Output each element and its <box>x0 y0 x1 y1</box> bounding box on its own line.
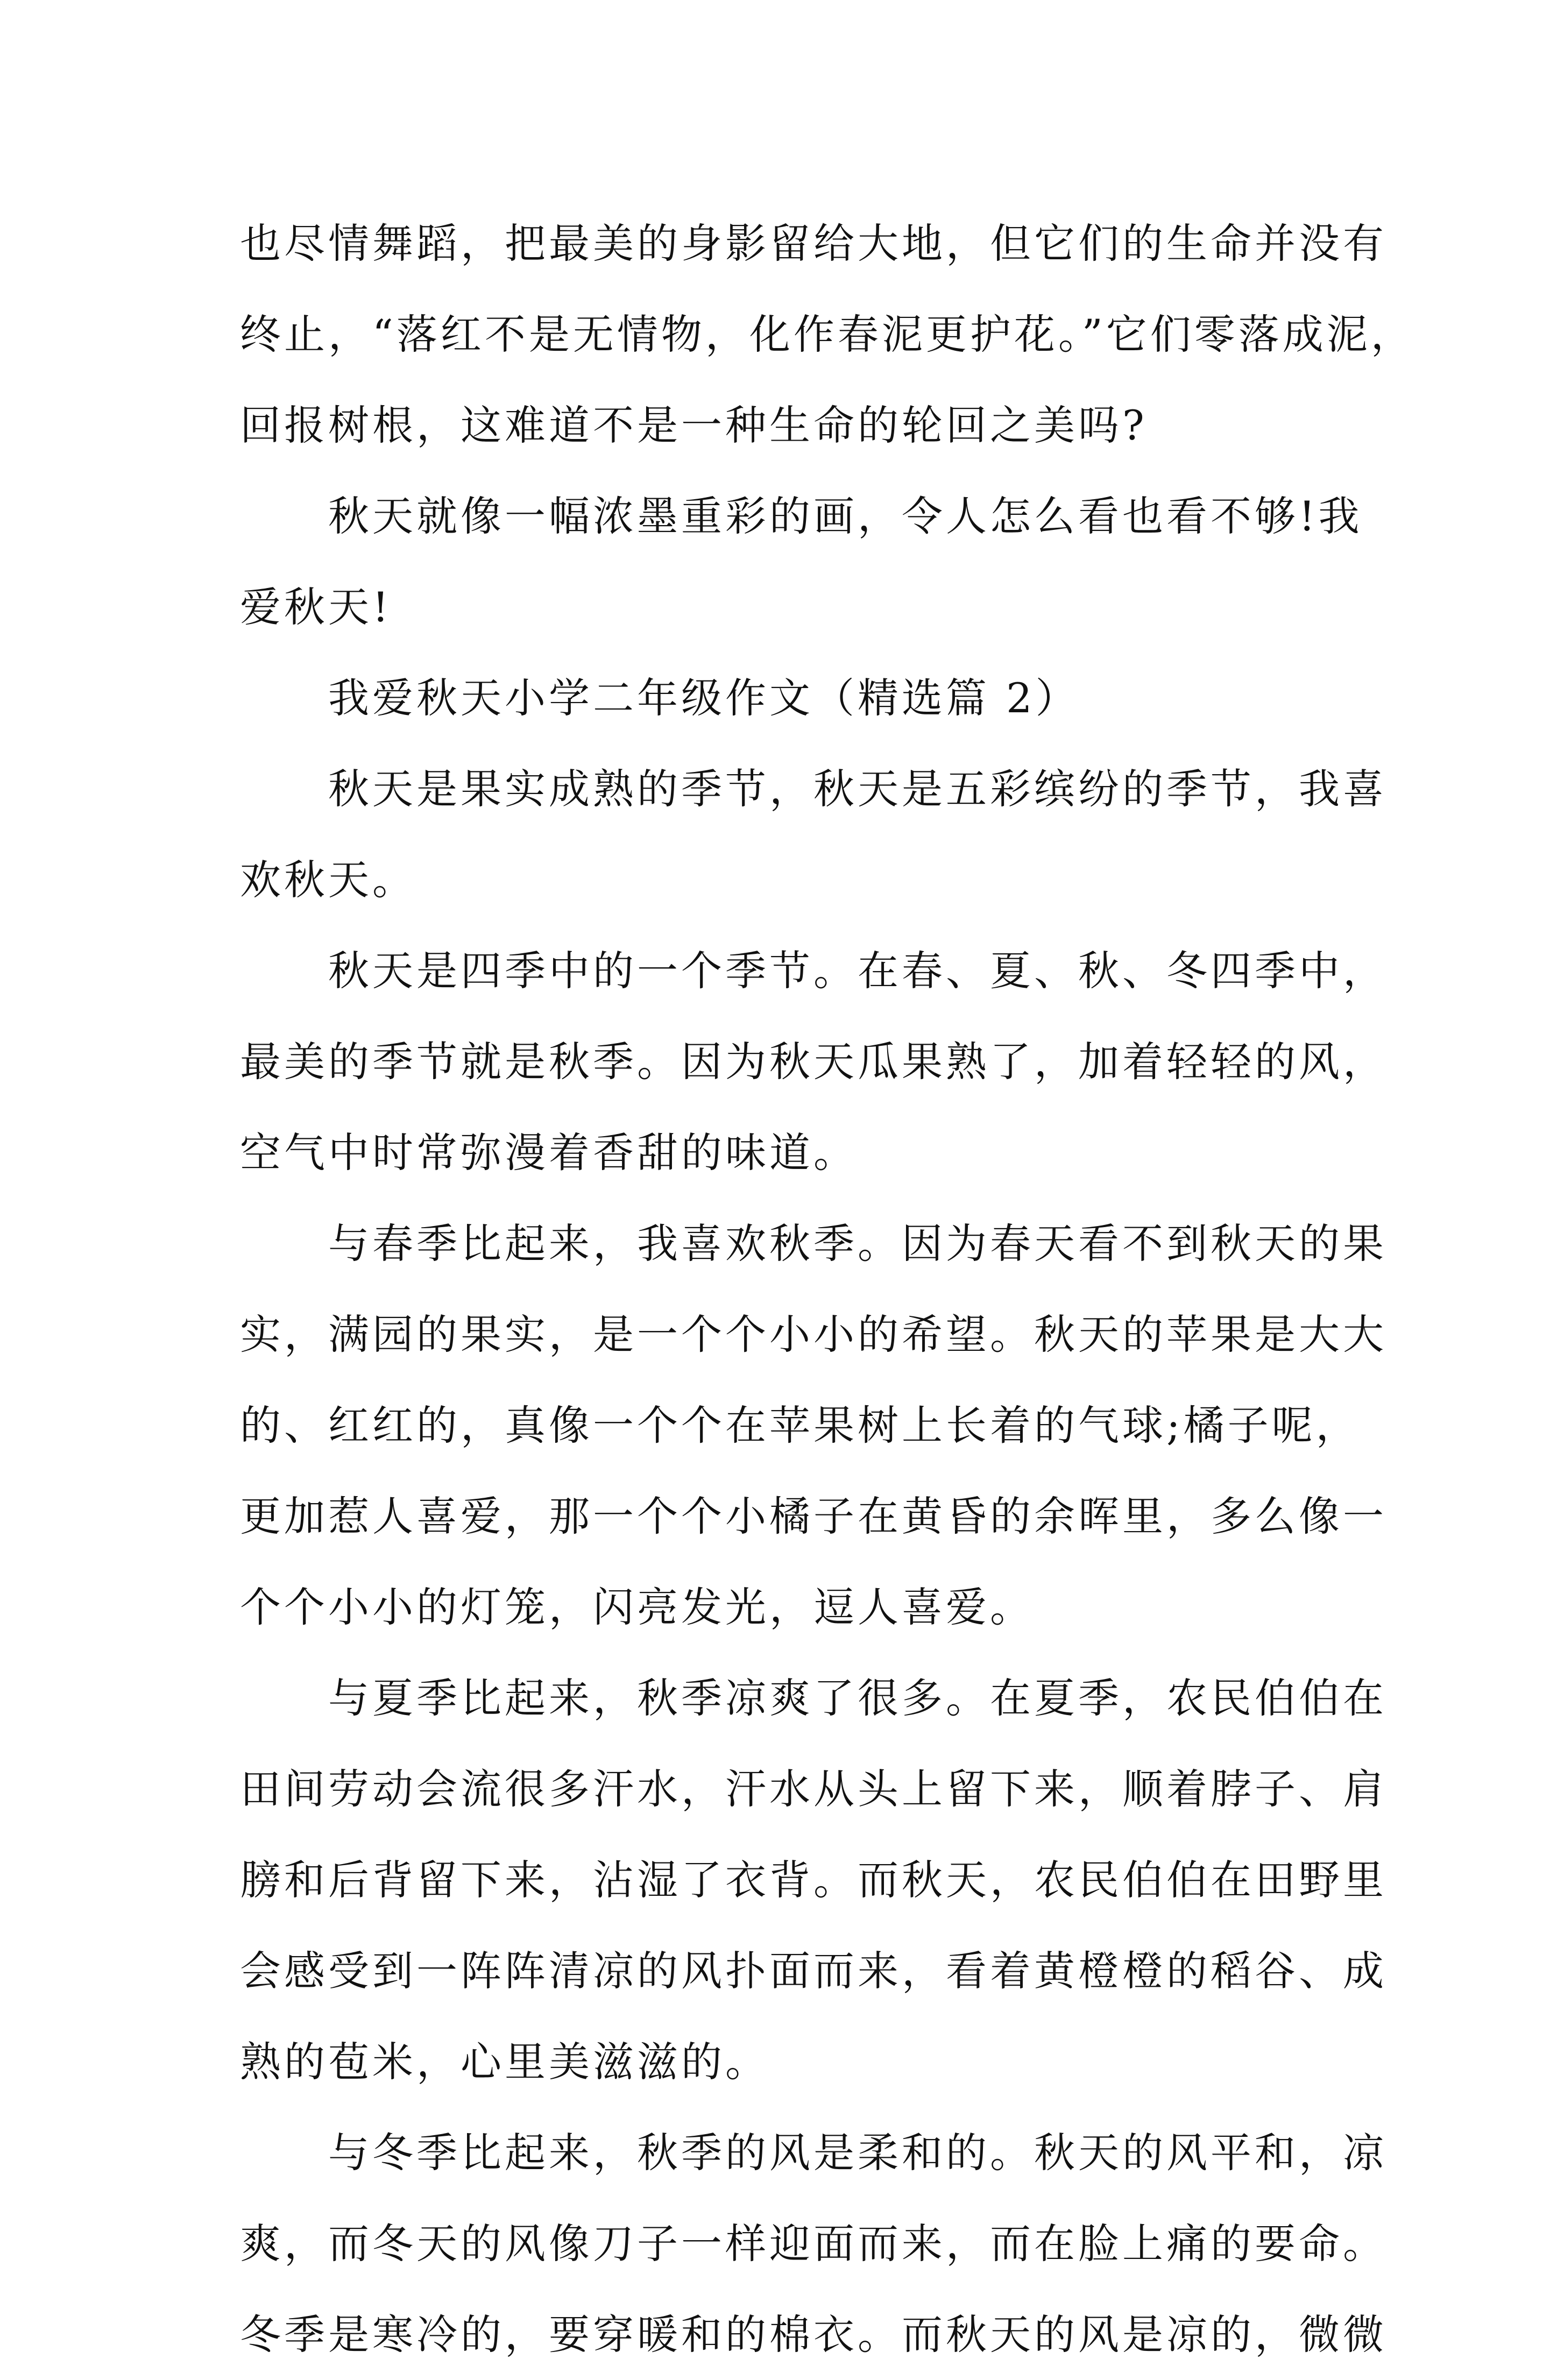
text-line: 个个小小的灯笼，闪亮发光，逗人喜爱。 <box>240 1583 1034 1631</box>
heading-line: 我爱秋天小学二年级作文（精选篇 2） <box>328 674 1080 722</box>
text-line: 田间劳动会流很多汗水，汗水从头上留下来，顺着脖子、肩 <box>240 1765 1387 1813</box>
text-line: 更加惹人喜爱，那一个个小橘子在黄昏的余晖里，多么像一 <box>240 1492 1387 1540</box>
paragraph-four-seasons <box>240 925 1387 1198</box>
text-line: 的、红红的，真像一个个在苹果树上长着的气球;橘子呢， <box>240 1401 1360 1449</box>
text-line: 冬季是寒冷的，要穿暖和的棉衣。而秋天的风是凉的，微微 <box>240 2311 1387 2358</box>
text-line: 也尽情舞蹈，把最美的身影留给大地，但它们的生命并没有 <box>240 219 1387 267</box>
section-heading <box>240 653 1332 743</box>
text-line: 与夏季比起来，秋季凉爽了很多。在夏季，农民伯伯在 <box>328 1674 1387 1722</box>
text-line: 秋天是四季中的一个季节。在春、夏、秋、冬四季中， <box>328 947 1387 995</box>
paragraph-love-autumn <box>240 471 1363 653</box>
text-line: 实，满园的果实，是一个个小小的希望。秋天的苹果是大大 <box>240 1311 1387 1358</box>
text-line: 秋天就像一幅浓墨重彩的画，令人怎么看也看不够!我 <box>328 492 1363 540</box>
text-line: 回报树根，这难道不是一种生命的轮回之美吗? <box>240 401 1148 449</box>
text-line: 爱秋天! <box>240 583 392 631</box>
paragraph-spring <box>240 1198 1387 1653</box>
text-line: 膀和后背留下来，沾湿了衣背。而秋天，农民伯伯在田野里 <box>240 1856 1387 1904</box>
text-line: 空气中时常弥漫着香甜的味道。 <box>240 1129 858 1177</box>
text-line: 最美的季节就是秋季。因为秋天瓜果熟了，加着轻轻的风， <box>240 1038 1387 1086</box>
paragraph-winter <box>240 2107 1387 2380</box>
text-line: 熟的苞米，心里美滋滋的。 <box>240 2038 769 2086</box>
text-line: 与冬季比起来，秋季的风是柔和的。秋天的风平和，凉 <box>328 2129 1387 2177</box>
document-body <box>240 198 1415 2380</box>
text-line: 会感受到一阵阵清凉的风扑面而来，看着黄橙橙的稻谷、成 <box>240 1947 1387 1995</box>
paragraph-intro <box>240 743 1387 925</box>
paragraph-continuation <box>240 198 1415 471</box>
text-line: 欢秋天。 <box>240 856 416 904</box>
paragraph-summer <box>240 1653 1387 2107</box>
text-line: 终止，“落红不是无情物，化作春泥更护花。”它们零落成泥， <box>240 310 1415 358</box>
text-line: 爽，而冬天的风像刀子一样迎面而来，而在脸上痛的要命。 <box>240 2220 1387 2268</box>
text-line: 秋天是果实成熟的季节，秋天是五彩缤纷的季节，我喜 <box>328 765 1387 813</box>
text-line: 与春季比起来，我喜欢秋季。因为春天看不到秋天的果 <box>328 1220 1387 1267</box>
